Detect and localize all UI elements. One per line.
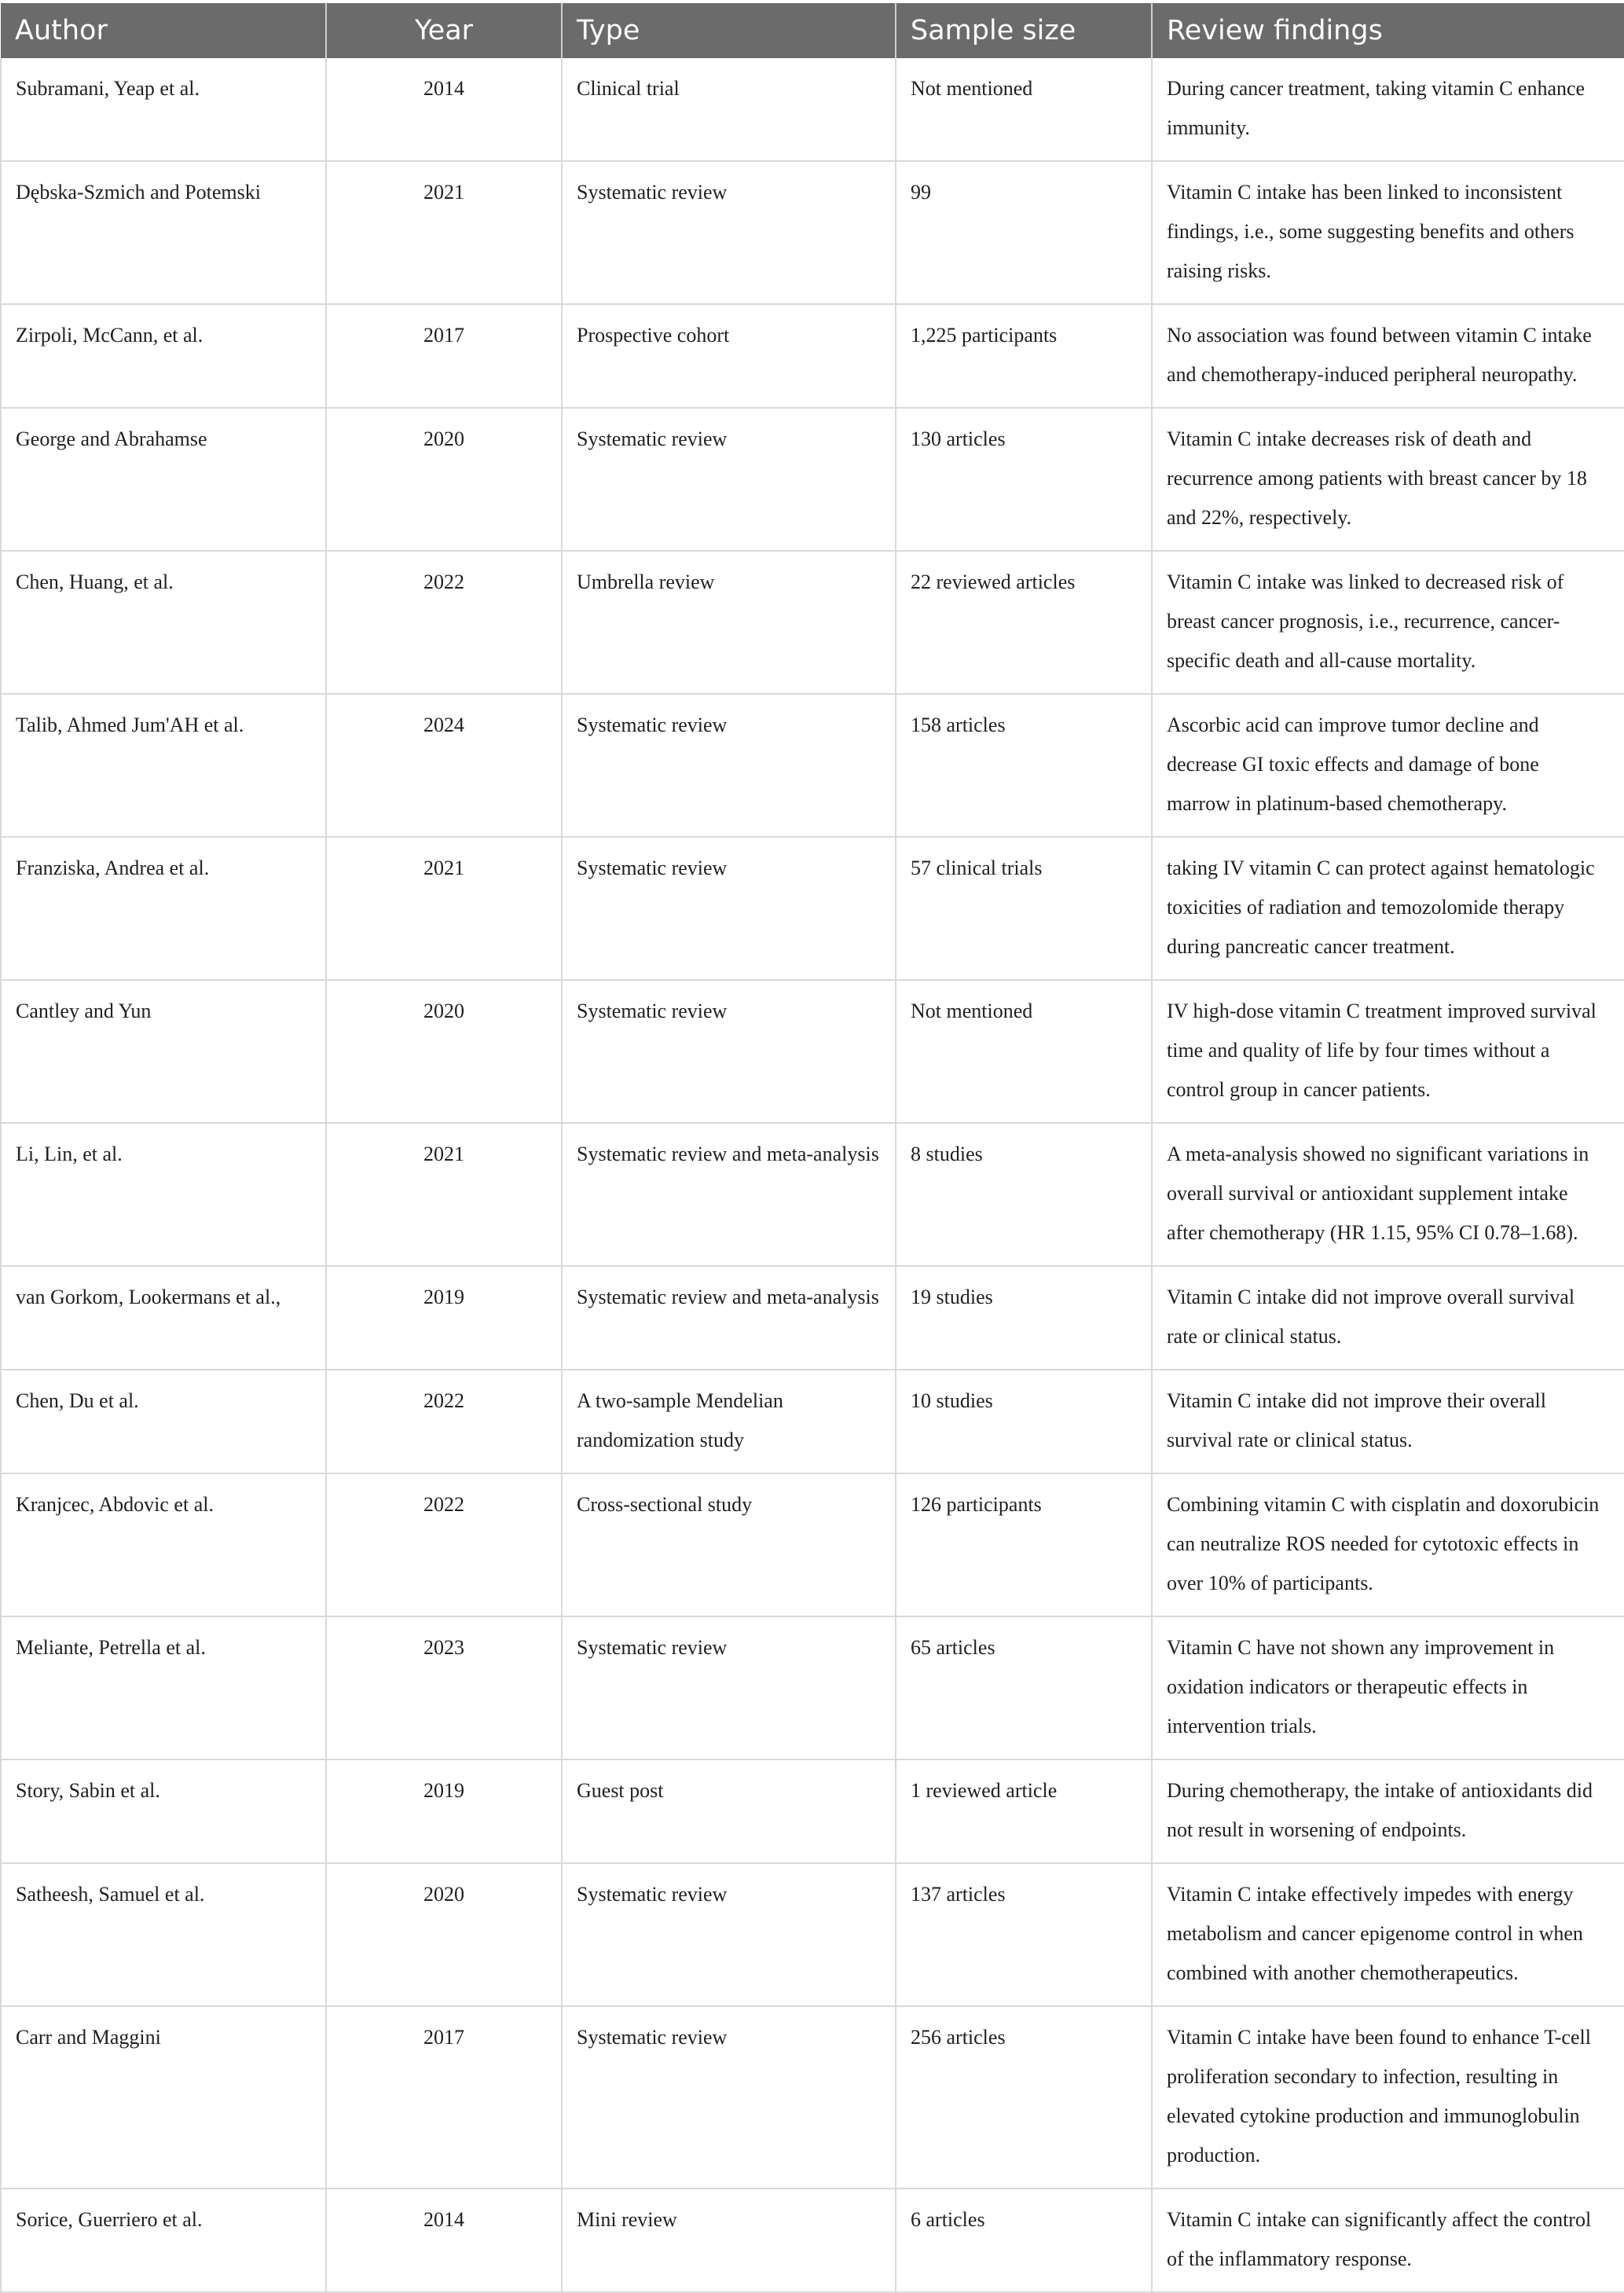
- cell-year: 2020: [326, 1863, 562, 2006]
- cell-sample-size: 19 studies: [896, 1266, 1152, 1370]
- cell-type: Systematic review: [562, 2006, 896, 2188]
- cell-year: 2019: [326, 1266, 562, 1370]
- cell-sample-size: 130 articles: [896, 408, 1152, 551]
- cell-year: 2017: [326, 304, 562, 408]
- cell-sample-size: 158 articles: [896, 694, 1152, 837]
- cell-author: Cantley and Yun: [1, 980, 326, 1123]
- cell-year: 2024: [326, 694, 562, 837]
- cell-year: 2017: [326, 2006, 562, 2188]
- cell-review-findings: IV high-dose vitamin C treatment improved survival time and quality of life by four times without a control group in cancer patients.: [1152, 980, 1624, 1123]
- cell-review-findings: Vitamin C intake has been linked to inconsistent findings, i.e., some suggesting benefits and others raising risks.: [1152, 161, 1624, 304]
- table-row: [1, 1266, 1624, 1370]
- cell-type: Systematic review: [562, 408, 896, 551]
- cell-review-findings: Vitamin C intake have been found to enhance T-cell proliferation secondary to infection, resulting in elevated cytokine production and immunoglobulin production.: [1152, 2006, 1624, 2188]
- table-header: [1, 3, 1624, 58]
- cell-author: Li, Lin, et al.: [1, 1123, 326, 1266]
- table-row: [1, 837, 1624, 980]
- cell-year: 2021: [326, 1123, 562, 1266]
- cell-sample-size: 1,225 participants: [896, 304, 1152, 408]
- cell-author: Franziska, Andrea et al.: [1, 837, 326, 980]
- review-table: [0, 3, 1624, 2293]
- cell-review-findings: Ascorbic acid can improve tumor decline and decrease GI toxic effects and damage of bone marrow in platinum-based chemotherapy.: [1152, 694, 1624, 837]
- cell-review-findings: Vitamin C intake effectively impedes with energy metabolism and cancer epigenome control in when combined with another chemotherapeutics.: [1152, 1863, 1624, 2006]
- cell-author: Subramani, Yeap et al.: [1, 58, 326, 161]
- cell-review-findings: Vitamin C intake did not improve their overall survival rate or clinical status.: [1152, 1370, 1624, 1473]
- cell-author: George and Abrahamse: [1, 408, 326, 551]
- table-row: [1, 2006, 1624, 2188]
- cell-author: van Gorkom, Lookermans et al.,: [1, 1266, 326, 1370]
- cell-author: Meliante, Petrella et al.: [1, 1616, 326, 1759]
- cell-sample-size: 10 studies: [896, 1370, 1152, 1473]
- cell-type: Umbrella review: [562, 551, 896, 694]
- cell-type: Systematic review and meta-analysis: [562, 1266, 896, 1370]
- cell-type: Clinical trial: [562, 58, 896, 161]
- table-row: [1, 1473, 1624, 1616]
- cell-type: Systematic review and meta-analysis: [562, 1123, 896, 1266]
- header-type: Type: [562, 3, 896, 58]
- cell-review-findings: Vitamin C have not shown any improvement in oxidation indicators or therapeutic effects in intervention trials.: [1152, 1616, 1624, 1759]
- cell-year: 2014: [326, 58, 562, 161]
- header-review-findings: Review findings: [1167, 15, 1383, 46]
- cell-sample-size: 22 reviewed articles: [896, 551, 1152, 694]
- cell-year: 2021: [326, 161, 562, 304]
- cell-type: Systematic review: [562, 980, 896, 1123]
- cell-author: Talib, Ahmed Jum'AH et al.: [1, 694, 326, 837]
- cell-author: Satheesh, Samuel et al.: [1, 1863, 326, 2006]
- cell-author: Sorice, Guerriero et al.: [1, 2188, 326, 2292]
- cell-year: 2022: [326, 1370, 562, 1473]
- table-row: [1, 408, 1624, 551]
- cell-year: 2023: [326, 1616, 562, 1759]
- table-row: [1, 694, 1624, 837]
- cell-year: 2014: [326, 2188, 562, 2292]
- cell-year: 2022: [326, 1473, 562, 1616]
- cell-sample-size: 99: [896, 161, 1152, 304]
- header-row: [1, 3, 1624, 58]
- cell-sample-size: 6 articles: [896, 2188, 1152, 2292]
- cell-review-findings: No association was found between vitamin C intake and chemotherapy-induced peripheral neuropathy.: [1152, 304, 1624, 408]
- cell-year: 2020: [326, 408, 562, 551]
- header-author: Author: [1, 3, 326, 58]
- cell-sample-size: 126 participants: [896, 1473, 1152, 1616]
- header-year: Year: [326, 3, 562, 58]
- table-row: [1, 2188, 1624, 2292]
- cell-author: Carr and Maggini: [1, 2006, 326, 2188]
- cell-review-findings: Combining vitamin C with cisplatin and doxorubicin can neutralize ROS needed for cytotoxic effects in over 10% of participants.: [1152, 1473, 1624, 1616]
- cell-year: 2019: [326, 1759, 562, 1863]
- table-row: [1, 1370, 1624, 1473]
- cell-type: Systematic review: [562, 161, 896, 304]
- cell-review-findings: Vitamin C intake was linked to decreased risk of breast cancer prognosis, i.e., recurrence, cancer-specific death and all-cause mortality.: [1152, 551, 1624, 694]
- cell-type: Mini review: [562, 2188, 896, 2292]
- cell-review-findings: taking IV vitamin C can protect against hematologic toxicities of radiation and temozolomide therapy during pancreatic cancer treatment.: [1152, 837, 1624, 980]
- cell-review-findings: Vitamin C intake can significantly affect the control of the inflammatory response.: [1152, 2188, 1624, 2292]
- cell-type: Systematic review: [562, 1863, 896, 2006]
- cell-type: Systematic review: [562, 837, 896, 980]
- cell-review-findings: During chemotherapy, the intake of antioxidants did not result in worsening of endpoints.: [1152, 1759, 1624, 1863]
- cell-author: Dębska-Szmich and Potemski: [1, 161, 326, 304]
- cell-type: Guest post: [562, 1759, 896, 1863]
- cell-review-findings: Vitamin C intake did not improve overall survival rate or clinical status.: [1152, 1266, 1624, 1370]
- cell-year: 2020: [326, 980, 562, 1123]
- cell-author: Chen, Du et al.: [1, 1370, 326, 1473]
- table-row: [1, 551, 1624, 694]
- table-body: [1, 58, 1624, 2292]
- table-row: [1, 161, 1624, 304]
- cell-review-findings: A meta-analysis showed no significant variations in overall survival or antioxidant supplement intake after chemotherapy (HR 1.15, 95% CI 0.78–1.68).: [1152, 1123, 1624, 1266]
- cell-author: Story, Sabin et al.: [1, 1759, 326, 1863]
- cell-sample-size: 57 clinical trials: [896, 837, 1152, 980]
- cell-author: Zirpoli, McCann, et al.: [1, 304, 326, 408]
- table-row: [1, 1759, 1624, 1863]
- table-row: [1, 1123, 1624, 1266]
- cell-author: Chen, Huang, et al.: [1, 551, 326, 694]
- cell-year: 2022: [326, 551, 562, 694]
- table-row: [1, 304, 1624, 408]
- cell-type: A two-sample Mendelian randomization study: [562, 1370, 896, 1473]
- cell-sample-size: 8 studies: [896, 1123, 1152, 1266]
- cell-review-findings: Vitamin C intake decreases risk of death and recurrence among patients with breast cancer by 18 and 22%, respectively.: [1152, 408, 1624, 551]
- cell-year: 2021: [326, 837, 562, 980]
- cell-type: Systematic review: [562, 1616, 896, 1759]
- cell-sample-size: 1 reviewed article: [896, 1759, 1152, 1863]
- cell-type: Prospective cohort: [562, 304, 896, 408]
- header-sample-size: Sample size: [896, 3, 1152, 58]
- table-row: [1, 1616, 1624, 1759]
- cell-author: Kranjcec, Abdovic et al.: [1, 1473, 326, 1616]
- cell-type: Systematic review: [562, 694, 896, 837]
- cell-sample-size: Not mentioned: [896, 58, 1152, 161]
- cell-sample-size: 256 articles: [896, 2006, 1152, 2188]
- cell-type: Cross-sectional study: [562, 1473, 896, 1616]
- table-row: [1, 980, 1624, 1123]
- cell-sample-size: 65 articles: [896, 1616, 1152, 1759]
- cell-sample-size: 137 articles: [896, 1863, 1152, 2006]
- cell-sample-size: Not mentioned: [896, 980, 1152, 1123]
- table-row: [1, 1863, 1624, 2006]
- cell-review-findings: During cancer treatment, taking vitamin C enhance immunity.: [1152, 58, 1624, 161]
- table-row: [1, 58, 1624, 161]
